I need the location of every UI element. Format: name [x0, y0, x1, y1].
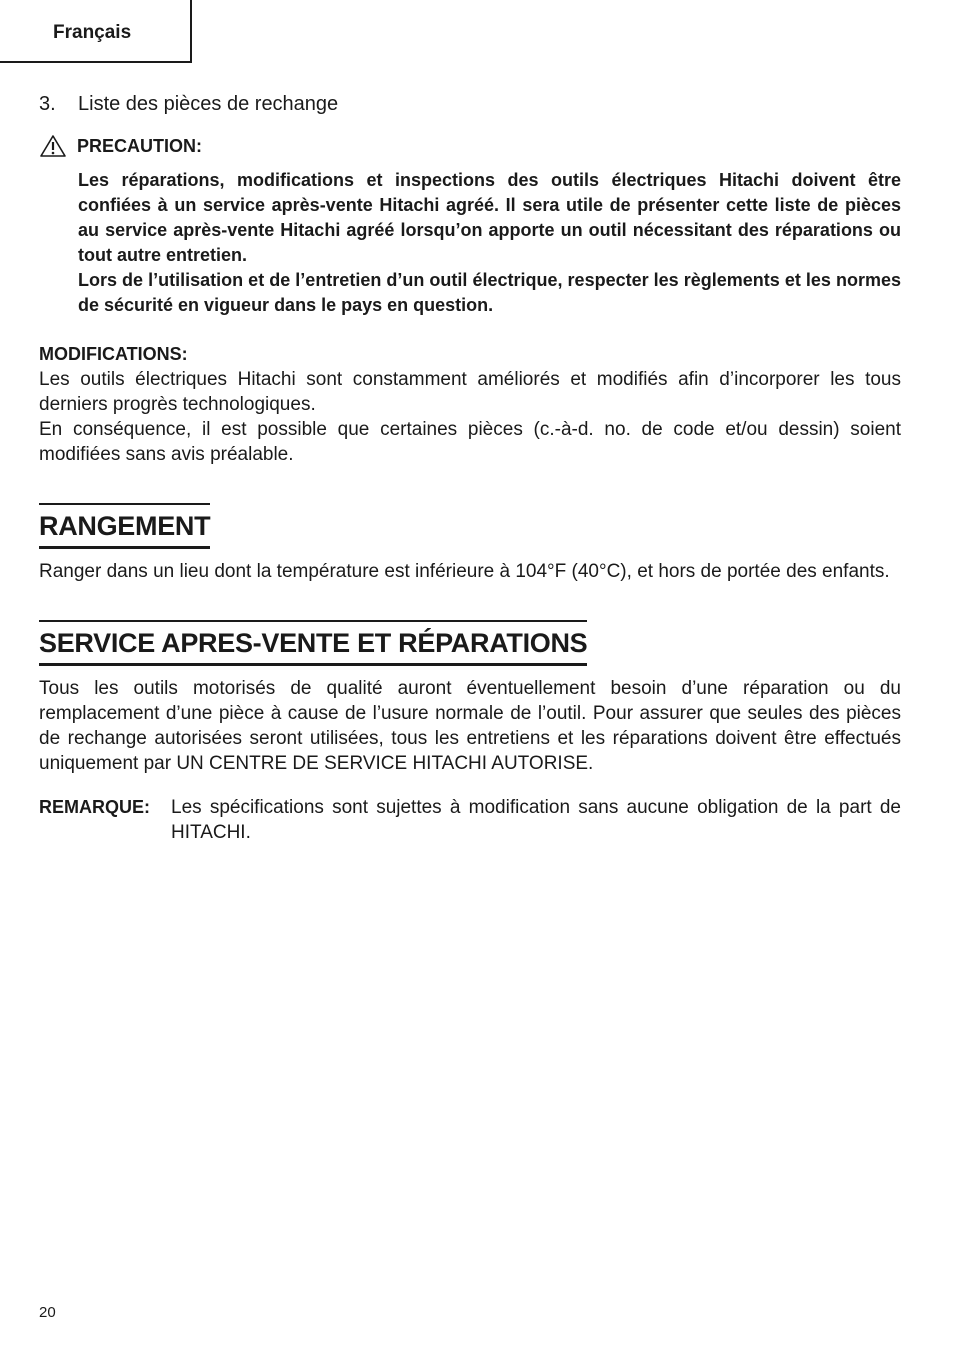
rangement-section [39, 503, 901, 584]
warning-triangle-icon [39, 134, 67, 158]
rangement-body: Ranger dans un lieu dont la température est inférieure à 104°F (40°C), et hors de portée des enfants. [39, 561, 890, 582]
precaution-paragraph: Les réparations, modifications et inspections des outils électriques Hitachi doivent être confiées à un service après-vente Hitachi agréé. Il sera utile de présenter cette liste de pièces au service après-vente Hitachi agréé lorsqu’on apporte un outil nécessitant des réparations ou tout autre entretien. [78, 170, 901, 265]
modifications-paragraph: En conséquence, il est possible que certaines pièces (c.-à-d. no. de code et/ou dessin) soient modifiées sans avis préalable. [39, 419, 901, 465]
remark [39, 795, 901, 845]
remark-text: Les spécifications sont sujettes à modification sans aucune obligation de la part de HITACHI. [171, 797, 901, 843]
service-body: Tous les outils motorisés de qualité auront éventuellement besoin d’une réparation ou du remplacement d’une pièce à cause de l’usure normale de l’outil. Pour assurer que seules des pièces de rechange autorisées seront utilisées, tous les entretiens et les réparations doivent être effectués uniquement par UN CENTRE DE SERVICE HITACHI AUTORISE. [39, 678, 901, 774]
service-section [39, 620, 901, 845]
modifications-body [39, 367, 901, 467]
list-item-number: 3. [39, 93, 56, 115]
section-title-service: SERVICE APRES-VENTE ET RÉPARATIONS [39, 620, 587, 666]
page-number: 20 [39, 1304, 56, 1321]
remark-label: REMARQUE: [39, 797, 150, 817]
language-tab-label: Français [53, 22, 132, 43]
language-tab [0, 0, 192, 63]
precaution-body [78, 168, 901, 318]
precaution-paragraph: Lors de l’utilisation et de l’entretien d’un outil électrique, respecter les règlements et les normes de sécurité en vigueur dans le pays en question. [78, 270, 901, 315]
precaution-heading-row [39, 132, 901, 160]
list-item [39, 90, 901, 118]
section-title-rangement: RANGEMENT [39, 503, 210, 549]
list-item-text: Liste des pièces de rechange [78, 93, 339, 115]
modifications-heading: MODIFICATIONS: [39, 344, 188, 364]
page-content [39, 90, 901, 845]
precaution-heading: PRECAUTION: [77, 135, 202, 156]
modifications-paragraph: Les outils électriques Hitachi sont constamment améliorés et modifiés afin d’incorporer les tous derniers progrès technologiques. [39, 369, 901, 415]
